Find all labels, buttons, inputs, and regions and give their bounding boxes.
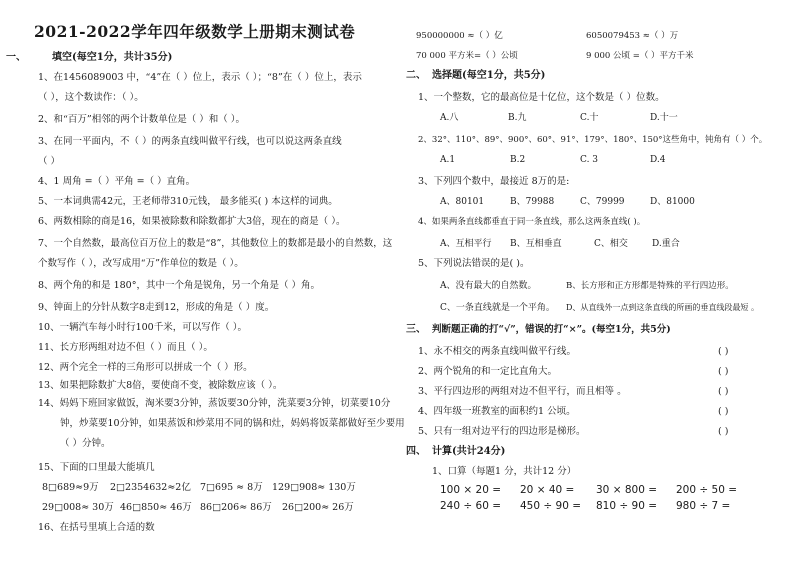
answer-bracket: ( ) bbox=[718, 366, 729, 377]
q1-line-2: （ ），这个数读作：（ ）。 bbox=[38, 92, 144, 103]
q7-line-1: 7、一个自然数，最高位百万位上的数是“8”，其他数位上的数都是最小的自然数，这 bbox=[38, 238, 393, 249]
option: B.2 bbox=[510, 155, 526, 165]
section-2-number: 二、 bbox=[406, 70, 426, 81]
q15-item: 7□695 ≈ 8万 bbox=[200, 482, 263, 493]
q15-item: 129□908≈ 130万 bbox=[272, 482, 356, 493]
page-title: 2021-2022学年四年级数学上册期末测试卷 bbox=[34, 22, 356, 41]
option: A、互相平行 bbox=[440, 239, 492, 249]
q9: 9、钟面上的分针从数字8走到12，形成的角是（ ）度。 bbox=[38, 302, 275, 313]
calc-item: 200 ÷ 50 = bbox=[676, 484, 738, 496]
q16-item: 950000000 ≈（ ）亿 bbox=[416, 31, 503, 41]
option: C、相交 bbox=[594, 239, 628, 249]
calc-item: 810 ÷ 90 = bbox=[596, 500, 658, 512]
calc-item: 30 × 800 = bbox=[596, 484, 658, 496]
option: D.十一 bbox=[650, 113, 678, 123]
s2-q5: 5、下列说法错误的是( )。 bbox=[418, 258, 530, 269]
answer-bracket: ( ) bbox=[718, 406, 729, 417]
calc-item: 100 × 20 = bbox=[440, 484, 502, 496]
option: B、79988 bbox=[510, 197, 555, 207]
q15-item: 46□850≈ 46万 bbox=[120, 502, 192, 513]
calc-item: 450 ÷ 90 = bbox=[520, 500, 582, 512]
section-3-number: 三、 bbox=[406, 324, 426, 335]
s2-q3: 3、下列四个数中，最接近 8万的是: bbox=[418, 176, 570, 187]
option: C、一条直线就是一个平角。 bbox=[440, 303, 555, 313]
q8: 8、两个角的和是 180°，其中一个角是锐角，另一个角是（ ）角。 bbox=[38, 280, 320, 291]
s3-statement: 4、四年级一班教室的面积约1 公顷。 bbox=[418, 406, 576, 417]
section-3-heading: 判断题正确的打“√”，错误的打“×”。(每空1分，共5分) bbox=[432, 324, 671, 335]
q6: 6、两数相除的商是16，如果被除数和除数都扩大3倍，现在的商是（ ）。 bbox=[38, 216, 346, 227]
q2: 2、和“百万”相邻的两个计数单位是（ ）和（ ）。 bbox=[38, 114, 246, 125]
q10: 10、一辆汽车每小时行100千米，可以写作（ ）。 bbox=[38, 322, 247, 333]
answer-bracket: ( ) bbox=[718, 386, 729, 397]
q16-item: 9 000 公顷 =（ ）平方千米 bbox=[586, 51, 694, 61]
q16-item: 6050079453 ≈（ ）万 bbox=[586, 31, 679, 41]
q15-item: 26□200≈ 26万 bbox=[282, 502, 354, 513]
q3-line-2: （ ） bbox=[38, 156, 61, 167]
option: C. 3 bbox=[580, 155, 599, 165]
s2-q2: 2、32°、110°、89°、900°、60°、91°、179°、180°、150°这些角中，钝角有（ ）个。 bbox=[418, 135, 768, 145]
q15-item: 86□206≈ 86万 bbox=[200, 502, 272, 513]
option: A、没有最大的自然数。 bbox=[440, 281, 537, 291]
q15-item: 8□689≈9万 bbox=[42, 482, 99, 493]
q7-line-2: 个数写作（ ），改写成用“万”作单位的数是（ ）。 bbox=[38, 258, 244, 269]
option: A、80101 bbox=[440, 197, 485, 207]
calc-item: 240 ÷ 60 = bbox=[440, 500, 502, 512]
q1-line-1: 1、在1456089003 中，“4”在（ ）位上，表示（ ）；“8”在（ ）位上，表示 bbox=[38, 72, 362, 83]
option: B.九 bbox=[508, 113, 527, 123]
q11: 11、长方形两组对边不但（ ）而且（ ）。 bbox=[38, 342, 213, 353]
option: D、从直线外一点到这条直线的所画的垂直线段最短 。 bbox=[566, 303, 759, 312]
q13: 13、如果把除数扩大8倍，要使商不变，被除数应该（ ）。 bbox=[38, 380, 283, 391]
option: B、长方形和正方形都是特殊的平行四边形。 bbox=[566, 281, 734, 291]
option: D.重合 bbox=[652, 239, 680, 249]
answer-bracket: ( ) bbox=[718, 346, 729, 357]
option: C、79999 bbox=[580, 197, 625, 207]
section-1-number: 一、 bbox=[6, 52, 26, 63]
q14-line-1: 14、妈妈下班回家做饭，淘米要3分钟，蒸饭要30分钟，洗菜要3分钟，切菜要10分 bbox=[38, 398, 391, 409]
q12: 12、两个完全一样的三角形可以拼成一个（ ）形。 bbox=[38, 362, 253, 373]
option: C.十 bbox=[580, 113, 599, 123]
q15-item: 2□2354632≈2亿 bbox=[110, 482, 191, 493]
s3-statement: 1、永不相交的两条直线叫做平行线。 bbox=[418, 346, 577, 357]
calc-item: 980 ÷ 7 = bbox=[676, 500, 731, 512]
option: B、互相垂直 bbox=[510, 239, 562, 249]
q15: 15、下面的口里最大能填几 bbox=[38, 462, 155, 473]
option: A.八 bbox=[440, 113, 459, 123]
s2-q4: 4、如果两条直线都垂直于同一条直线，那么这两条直线( )。 bbox=[418, 217, 646, 227]
section-4-number: 四、 bbox=[406, 446, 426, 457]
option: D.4 bbox=[650, 155, 666, 165]
section-1-heading: 填空(每空1分，共计35分) bbox=[52, 52, 173, 63]
calc-item: 20 × 40 = bbox=[520, 484, 575, 496]
option: D、81000 bbox=[650, 197, 695, 207]
q14-line-2: 钟，炒菜要10分钟，如果蒸饭和炒菜用不同的锅和灶，妈妈将饭菜都做好至少要用 bbox=[60, 418, 405, 429]
s3-statement: 5、只有一组对边平行的四边形是梯形。 bbox=[418, 426, 586, 437]
s2-q1: 1、一个整数，它的最高位是十亿位，这个数是（ ）位数。 bbox=[418, 92, 665, 103]
s4-subheading: 1、口算（每题1 分，共计12 分） bbox=[432, 466, 577, 477]
q3-line-1: 3、在同一平面内，不（ ）的两条直线叫做平行线，也可以说这两条直线 bbox=[38, 136, 342, 147]
answer-bracket: ( ) bbox=[718, 426, 729, 437]
q16: 16、在括号里填上合适的数 bbox=[38, 522, 155, 533]
option: A.1 bbox=[440, 155, 456, 165]
q5: 5、一本词典需42元，王老师带310元钱， 最多能买( ) 本这样的词典。 bbox=[38, 196, 338, 207]
q16-item: 70 000 平方米=（ ）公顷 bbox=[416, 51, 518, 61]
q14-line-3: （ ）分钟。 bbox=[60, 438, 111, 449]
q4: 4、1 周角 =（ ）平角 =（ ）直角。 bbox=[38, 176, 196, 187]
s3-statement: 3、平行四边形的两组对边不但平行，而且相等 。 bbox=[418, 386, 627, 397]
s3-statement: 2、两个锐角的和一定比直角大。 bbox=[418, 366, 558, 377]
section-4-heading: 计算(共计24分) bbox=[432, 446, 506, 457]
q15-item: 29□008≈ 30万 bbox=[42, 502, 114, 513]
section-2-heading: 选择题(每空1分，共5分) bbox=[432, 70, 546, 81]
